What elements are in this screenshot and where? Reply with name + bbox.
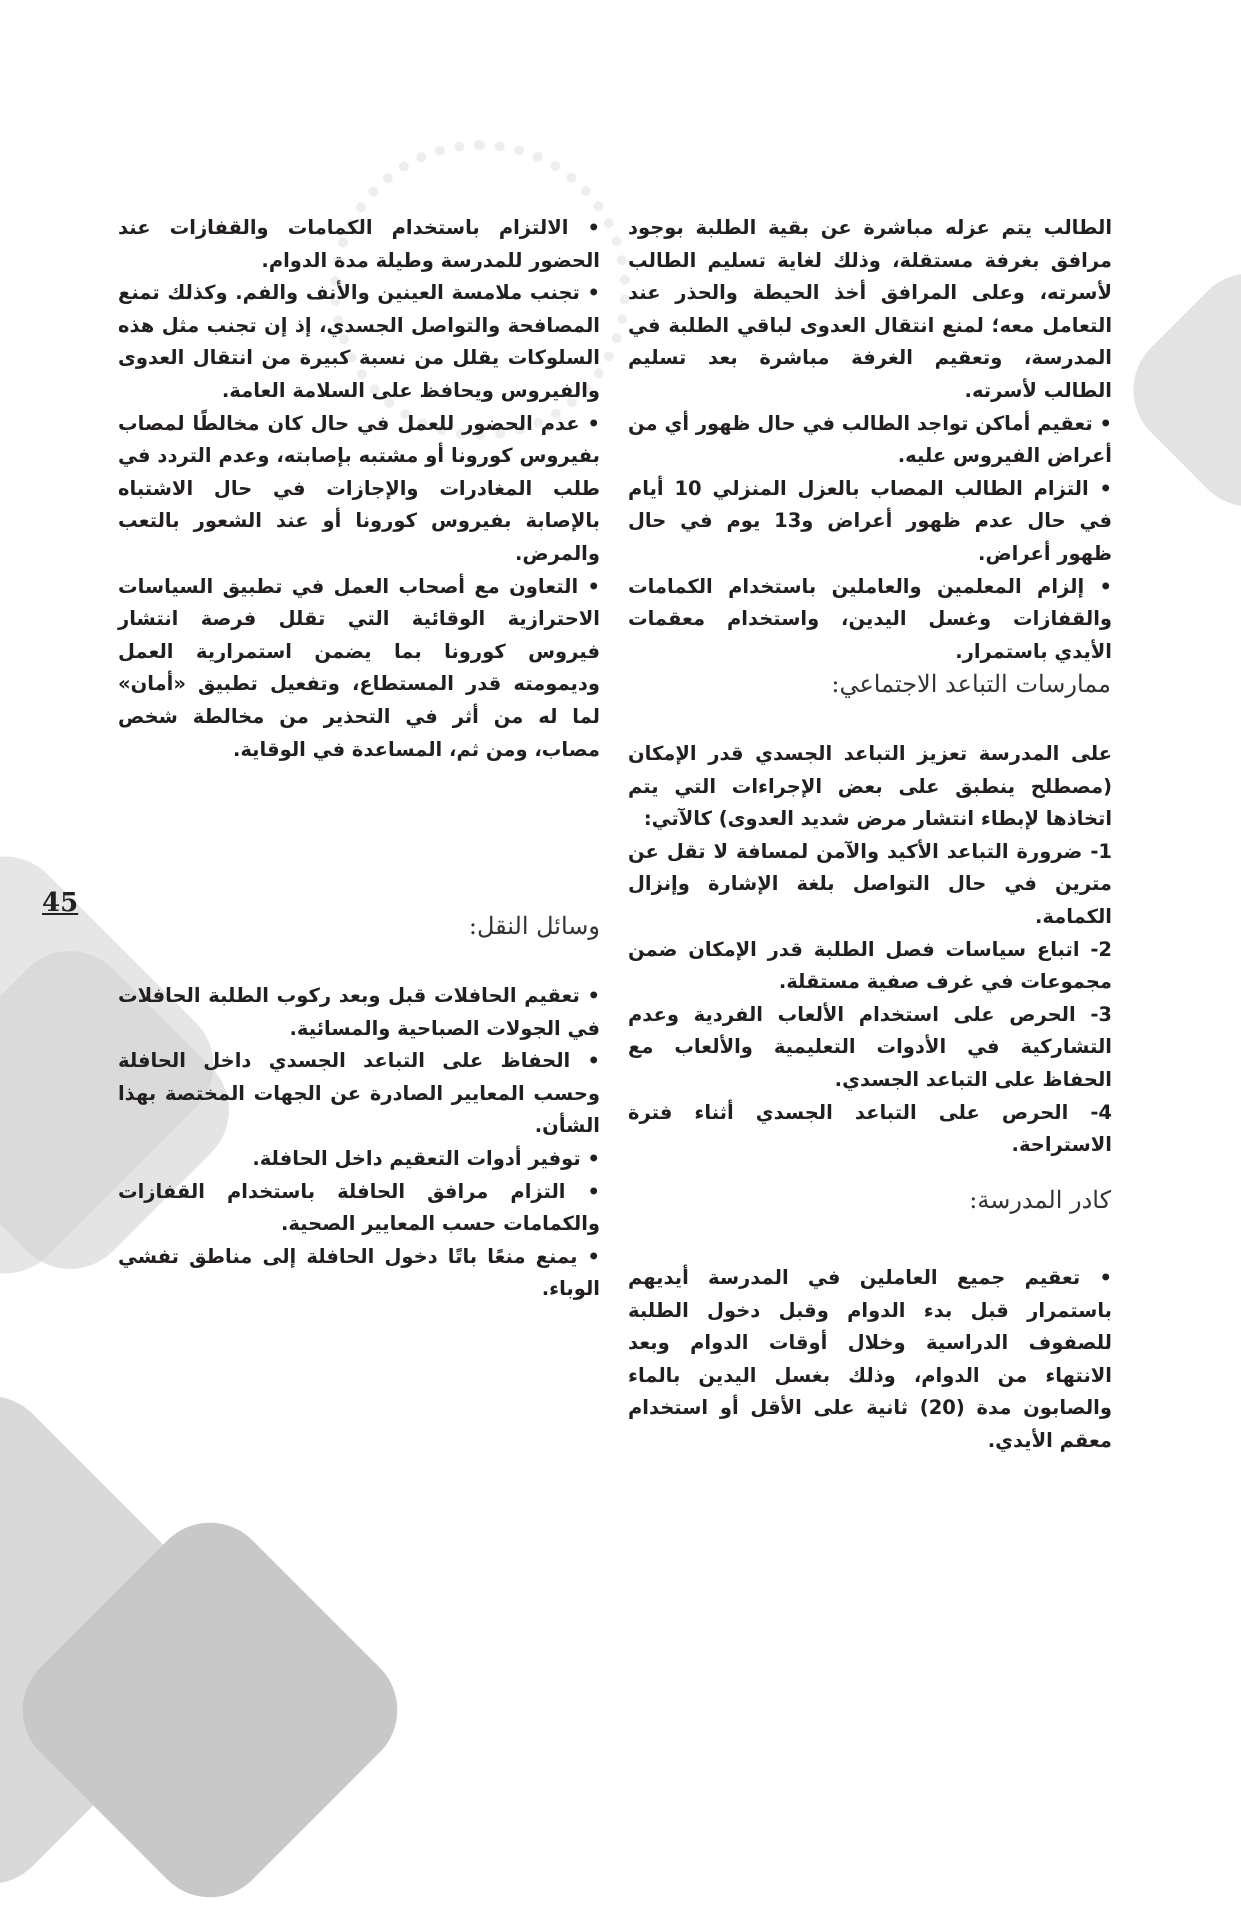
section-heading-transport: وسائل النقل: [468, 912, 600, 940]
list-item: 2- اتباع سياسات فصل الطلبة قدر الإمكان ضمن مجموعات في غرف صفية مستقلة. [628, 937, 1112, 994]
list-item: 4- الحرص على التباعد الجسدي أثناء فترة الاستراحة. [628, 1100, 1112, 1157]
school-staff-section [628, 1262, 1112, 1458]
bullet-item: • الالتزام باستخدام الكمامات والقفازات عند الحضور للمدرسة وطيلة مدة الدوام. [118, 216, 600, 272]
list-item: • توفير أدوات التعقيم داخل الحافلة. [252, 1146, 600, 1170]
page-number: 45 [42, 888, 79, 918]
bullet-item: • تعقيم أماكن تواجد الطالب في حال ظهور أي من أعراض الفيروس عليه. [628, 411, 1112, 468]
transport-section [118, 980, 600, 1306]
section-heading-social-distancing: ممارسات التباعد الاجتماعي: [831, 670, 1111, 698]
bullet-item: • التزام الطالب المصاب بالعزل المنزلي 10 أيام في حال عدم ظهور أعراض و13 يوم في حال ظهور أعراض. [628, 476, 1112, 565]
left-column [118, 212, 600, 766]
section-text: • تعقيم جميع العاملين في المدرسة أيديهم باستمرار قبل بدء الدوام وقبل دخول الطلبة للصفوف الدراسية وخلال أوقات الدوام وبعد الانتهاء من الدوام، وذلك بغسل اليدين بالماء والصابون مدة (20) ثانية على الأقل أو استخدام معقم الأيدي. [628, 1266, 1112, 1452]
decorative-shape [1109, 249, 1241, 532]
list-item: • تعقيم الحافلات قبل وبعد ركوب الطلبة الحافلات في الجولات الصباحية والمسائية. [118, 984, 600, 1040]
list-item: 1- ضرورة التباعد الأكيد والآمن لمسافة لا تقل عن مترين في حال التواصل بلغة الإشارة وإنزال الكمامة. [628, 839, 1112, 928]
list-item: • الحفاظ على التباعد الجسدي داخل الحافلة وحسب المعايير الصادرة عن الجهات المختصة بهذا الشأن. [118, 1049, 600, 1138]
bullet-item: • تجنب ملامسة العينين والأنف والفم. وكذلك تمنع المصافحة والتواصل الجسدي، إذ إن تجنب مثل هذه السلوكات يقلل من نسبة كبيرة من انتقال العدوى والفيروس ويحافظ على السلامة العامة. [118, 281, 600, 402]
social-distancing-section [628, 738, 1112, 1162]
list-item: 3- الحرص على استخدام الألعاب الفردية وعدم التشاركية في الأدوات التعليمية والألعاب مع الحفاظ على التباعد الجسدي. [628, 1002, 1112, 1091]
list-item: • يمنع منعًا باتًا دخول الحافلة إلى مناطق تفشي الوباء. [118, 1244, 600, 1301]
section-heading-school-staff: كادر المدرسة: [969, 1186, 1111, 1214]
intro-paragraph: الطالب يتم عزله مباشرة عن بقية الطلبة بوجود مرافق بغرفة مستقلة، وذلك لغاية تسليم الطالب لأسرته، وعلى المرافق أخذ الحيطة والحذر عند التعامل معه؛ لمنع انتقال العدوى لباقي الطلبة في المدرسة، وتعقيم الغرفة مباشرة بعد تسليم الطالب لأسرته. [628, 216, 1112, 402]
bullet-item: • التعاون مع أصحاب العمل في تطبيق السياسات الاحترازية الوقائية التي تقلل فرصة انتشار فيروس كورونا بما يضمن استمرارية العمل وديمومته قدر المستطاع، وتفعيل تطبيق «أمان» لما له من أثر في التحذير من مخالطة شخص مصاب، ومن ثم، المساعدة في الوقاية. [118, 574, 600, 761]
section-intro: على المدرسة تعزيز التباعد الجسدي قدر الإمكان (مصطلح ينطبق على بعض الإجراءات التي يتم اتخاذها لإبطاء انتشار مرض شديد العدوى) كالآتي: [628, 742, 1112, 831]
right-column [628, 212, 1112, 668]
bullet-item: • إلزام المعلمين والعاملين باستخدام الكمامات والقفازات وغسل اليدين، واستخدام معقمات الأيدي باستمرار. [628, 574, 1112, 663]
bullet-item: • عدم الحضور للعمل في حال كان مخالطًا لمصاب بفيروس كورونا أو مشتبه بإصابته، وعدم التردد في طلب المغادرات والإجازات في حال الاشتباه بالإصابة بفيروس كورونا أو عند الشعور بالتعب والمرض. [118, 411, 600, 565]
list-item: • التزام مرافق الحافلة باستخدام القفازات والكمامات حسب المعايير الصحية. [118, 1179, 600, 1236]
